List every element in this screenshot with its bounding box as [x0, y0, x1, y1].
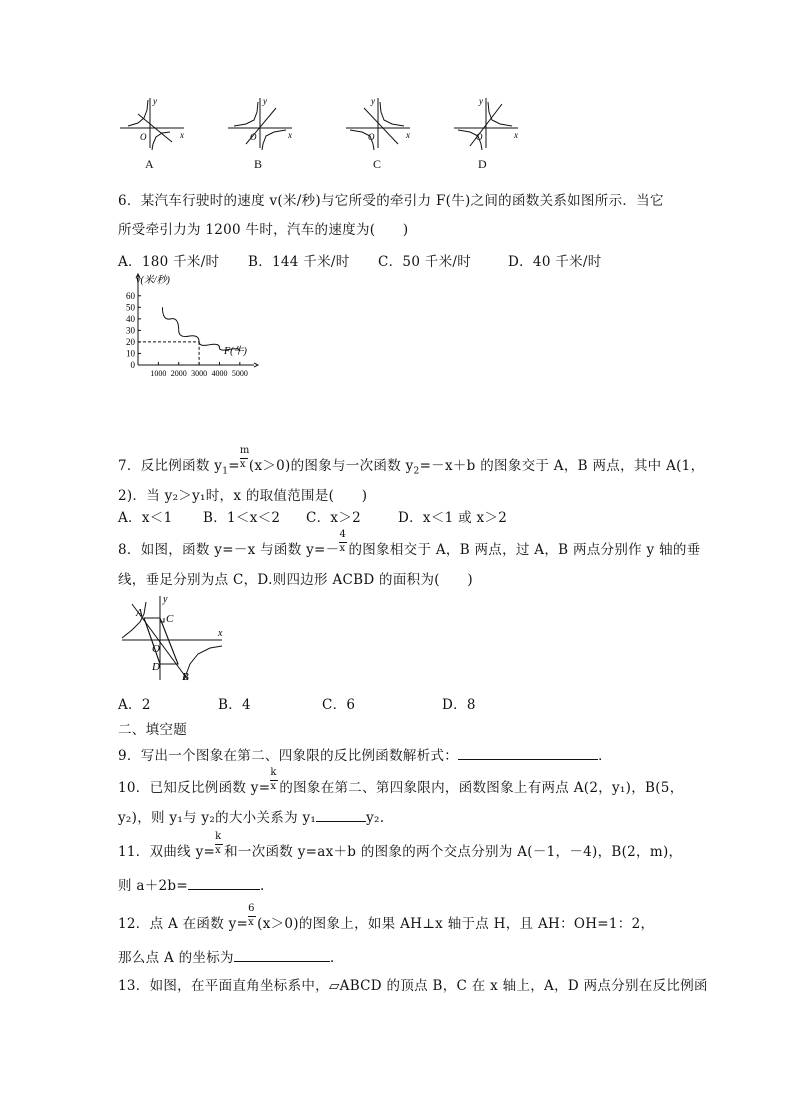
q5-d-x-label: x [514, 130, 518, 140]
q8-option-d: D．8 [442, 697, 476, 713]
q10-denominator: x [270, 781, 277, 792]
q11-answer-blank[interactable] [188, 877, 260, 890]
q7-sub1: 1 [222, 466, 229, 477]
q6-velocity-force-chart [118, 270, 268, 382]
q5-graphs [110, 90, 530, 156]
q12-answer-blank[interactable] [234, 949, 330, 962]
q8-label-c: C [166, 613, 174, 625]
q11-pre: 11．双曲线 y= [118, 844, 216, 860]
q8-numerator: 4 [339, 529, 347, 540]
q5-b-x-label: x [288, 130, 292, 140]
q6-x-tick-label: 5000 [231, 369, 248, 378]
q8-label-o: O [152, 643, 160, 655]
q11-post: 和一次函数 y=ax＋b 的图象的两个交点分别为 A(－1，－4)，B(2，m)， [224, 844, 683, 860]
q7-fraction [239, 445, 250, 470]
q6-line2: 所受牵引力为 1200 牛时，汽车的速度为( ) [118, 222, 409, 238]
q7-option-a: A．x＜1 [118, 510, 173, 526]
q7-sub2: 2 [413, 466, 420, 477]
q6-line1: 6．某汽车行驶时的速度 v(米/秒)与它所受的牵引力 F(牛)之间的函数关系如图所示．当它 [118, 193, 664, 209]
q11-line2-text: 则 a＋2b= [118, 878, 188, 894]
q12-line1 [118, 903, 655, 932]
section-fill-in-heading: 二、填空题 [118, 722, 187, 738]
q10-line1 [118, 767, 684, 796]
q5-a-y-label: y [153, 96, 157, 106]
q6-x-tick-label: 2000 [170, 369, 187, 378]
q12-fraction [248, 903, 257, 928]
q8-option-a: A．2 [118, 697, 151, 713]
q7-mid: (x＞0)的图象与一次函数 y [248, 458, 414, 474]
q5-b-origin: O [250, 132, 257, 142]
q6-xlabel: F(牛) [224, 346, 247, 357]
q6-x-tick-label: 4000 [211, 369, 228, 378]
q8-line1 [118, 529, 701, 558]
q12-end: . [329, 950, 335, 966]
q10-post: 的图象在第二、第四象限内，函数图象上有两点 A(2，y₁)，B(5， [279, 780, 684, 796]
q5-option-a-label: A [145, 157, 154, 171]
q7-denominator: x [239, 459, 246, 470]
q10-line2b: y₂. [366, 810, 385, 826]
q10-answer-blank[interactable] [316, 809, 366, 822]
q5-b-y-label: y [263, 96, 267, 106]
q6-y-tick-label: 40 [126, 313, 135, 324]
q11-line2 [118, 874, 265, 894]
q11-numerator: k [215, 831, 222, 842]
q7-pre: 7．反比例函数 y [118, 458, 223, 474]
q9-end: ． [598, 748, 612, 764]
q6-y-tick-label: 60 [126, 290, 135, 301]
q7-line2: 2)．当 y₂＞y₁时，x 的取值范围是( ) [118, 488, 368, 504]
q6-x-axis-arrow [254, 363, 258, 367]
q9-answer-blank[interactable] [458, 747, 598, 760]
q12-line2-text: 那么点 A 的坐标为 [118, 950, 234, 966]
q11-end: . [259, 878, 265, 894]
q5-graph-a [120, 98, 184, 150]
q8-label-b: B [182, 671, 189, 683]
q10-pre: 10．已知反比例函数 y= [118, 780, 271, 796]
q12-numerator: 6 [248, 903, 255, 914]
q7-option-d: D．x＜1 或 x＞2 [398, 510, 508, 526]
q10-numerator: k [270, 767, 277, 778]
q6-x-tick-label: 1000 [150, 369, 167, 378]
q6-option-d: D．40 千米/时 [508, 254, 602, 270]
q5-c-x-label: x [406, 130, 410, 140]
q8-post: 的图象相交于 A，B 两点，过 A，B 两点分别作 y 轴的垂 [348, 542, 701, 558]
q12-denominator: x [248, 917, 255, 928]
q6-y-tick-label: 20 [126, 336, 135, 347]
q8-label-d: D [152, 661, 160, 673]
q6-y-tick-label: 10 [126, 348, 135, 359]
q13-line1: 13．如图，在平面直角坐标系中，▱ABCD 的顶点 B，C 在 x 轴上，A，D 两点分别在反比例函 [118, 978, 708, 994]
q8-option-c: C．6 [322, 697, 356, 713]
q5-option-c-label: C [373, 157, 382, 171]
q8-figure [118, 592, 230, 684]
q6-y-tick-label: 0 [130, 360, 135, 370]
q5-a-origin: O [140, 132, 147, 142]
q5-d-y-label: y [479, 96, 483, 106]
q8-label-y: y [163, 594, 168, 605]
q10-line2 [118, 806, 384, 826]
q7-option-c: C．x＞2 [306, 510, 362, 526]
q7-numerator: m [239, 445, 250, 456]
q6-option-c: C．50 千米/时 [378, 254, 472, 270]
q8-label-a: A [136, 607, 143, 619]
q6-option-a: A．180 千米/时 [118, 254, 220, 270]
q5-c-y-label: y [371, 96, 375, 106]
q5-a-x-label: x [180, 130, 184, 140]
q6-ylabel: v(米/秒) [136, 275, 170, 286]
q9-line [118, 744, 612, 764]
q5-graph-b [228, 98, 292, 150]
q5-option-b-label: B [254, 157, 263, 171]
q7-line1 [118, 445, 705, 477]
q6-x-tick-label: 3000 [191, 369, 208, 378]
q5-graph-d [454, 98, 518, 150]
q12-post: (x＞0)的图象上，如果 AH⊥x 轴于点 H，且 AH：OH=1：2， [257, 916, 655, 932]
q10-line2a: y₂)，则 y₁与 y₂的大小关系为 y₁ [118, 810, 317, 826]
q11-denominator: x [215, 845, 222, 856]
q8-fraction [339, 529, 348, 554]
q5-option-d-label: D [478, 157, 487, 171]
q8-option-b: B．4 [218, 697, 251, 713]
q11-fraction [215, 831, 224, 856]
q11-line1 [118, 831, 683, 860]
q10-fraction [270, 767, 279, 792]
q7-option-b: B．1＜x＜2 [203, 510, 281, 526]
q8-denominator: x [339, 543, 346, 554]
q5-c-origin: O [368, 132, 375, 142]
q6-curve [162, 307, 239, 351]
q6-option-b: B．144 千米/时 [248, 254, 350, 270]
q8-label-x: x [218, 628, 223, 639]
q5-graph-c [346, 98, 410, 150]
q5-d-origin: O [476, 132, 483, 142]
q8-pre: 8．如图，函数 y=－x 与函数 y=－ [118, 542, 340, 558]
q12-pre: 12．点 A 在函数 y= [118, 916, 249, 932]
q12-line2 [118, 946, 334, 966]
q9-text: 9．写出一个图象在第二、四象限的反比例函数解析式： [118, 748, 459, 764]
q7-eq: = [228, 458, 240, 474]
q6-y-tick-label: 30 [126, 325, 135, 336]
q8-hyperbola-lower [184, 646, 222, 680]
q7-post: =－x＋b 的图象交于 A，B 两点，其中 A(1， [419, 458, 705, 474]
q8-line2: 线，垂足分别为点 C，D.则四边形 ACBD 的面积为( ) [118, 572, 473, 588]
q6-y-tick-label: 50 [126, 302, 135, 313]
